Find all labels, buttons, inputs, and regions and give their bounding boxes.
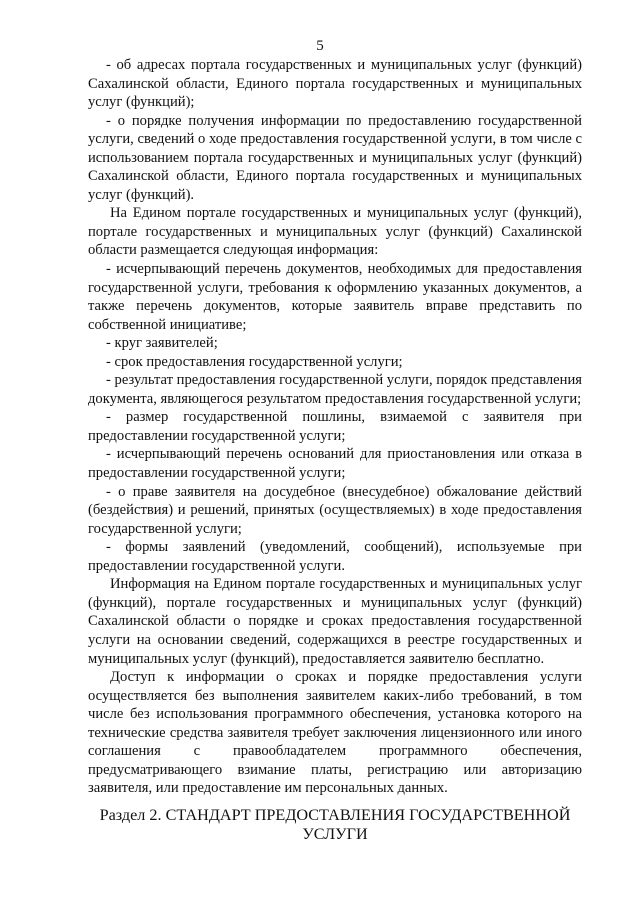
list-item-term: - срок предоставления государственной услуги;: [106, 353, 403, 370]
section-title-line-2: УСЛУГИ: [302, 825, 368, 843]
list-item-refusal-grounds: - исчерпывающий перечень оснований для приостановления или отказа в предоставлении государственной услуги;: [88, 446, 582, 482]
paragraph-free-info: Информация на Едином портале государственных и муниципальных услуг (функций), портале государственных и муниципальных услуг (функций) Сахалинской области о порядке и сроках предоставления государственной услуги на основании сведений, содержащихся в реестре государственных и муниципальных услуг (функций), предоставляется заявителю бесплатно.: [88, 576, 582, 667]
list-item-appeal-right: - о праве заявителя на досудебное (внесудебное) обжалование действий (бездействия) и решений, принятых (осуществляемых) в ходе предоставления государственной услуги;: [88, 483, 582, 537]
paragraph-info-procedure: - о порядке получения информации по предоставлению государственной услуги, сведений о ходе предоставления государственной услуги, в том числе с использованием портала государственных и муниципальных услуг (функций) Сахалинской области, Единого портала государственных и муниципальных услуг (функций).: [88, 112, 582, 203]
paragraph-portal-addresses: - об адресах портала государственных и муниципальных услуг (функций) Сахалинской области, Единого портала государственных и муниципальных услуг (функций);: [88, 57, 582, 111]
list-item-fee: - размер государственной пошлины, взимаемой с заявителя при предоставлении государственной услуги;: [88, 409, 582, 444]
section-title: [88, 806, 582, 844]
section-title-line-1: Раздел 2. СТАНДАРТ ПРЕДОСТАВЛЕНИЯ ГОСУДАРСТВЕННОЙ: [99, 806, 571, 824]
document-body: [88, 56, 582, 798]
page-number: 5: [316, 38, 324, 54]
list-item-result: - результат предоставления государственной услуги, порядок представления документа, являющегося результатом предоставления государственной услуги;: [88, 372, 582, 407]
paragraph-access-info: Доступ к информации о сроках и порядке предоставления услуги осуществляется без выполнения заявителем каких-либо требований, в том числе без использования программного обеспечения, установка которого на технические средства заявителя требует заключения лицензионного или иного соглашения с правообладателем программного обеспечения, предусматривающего взимание платы, регистрацию или авторизацию заявителя, или предоставление им персональных данных.: [88, 669, 582, 797]
paragraph-portal-info-intro: На Едином портале государственных и муниципальных услуг (функций), портале государственных и муниципальных услуг (функций) Сахалинской области размещается следующая информация:: [88, 205, 582, 259]
list-item-applicants: - круг заявителей;: [106, 335, 218, 352]
list-item-documents: - исчерпывающий перечень документов, необходимых для предоставления государственной услуги, требования к оформлению указанных документов, а также перечень документов, которые заявитель вправе представить по собственной инициативе;: [88, 261, 582, 333]
list-item-forms: - формы заявлений (уведомлений, сообщений), используемые при предоставлении государственной услуги.: [88, 539, 582, 574]
